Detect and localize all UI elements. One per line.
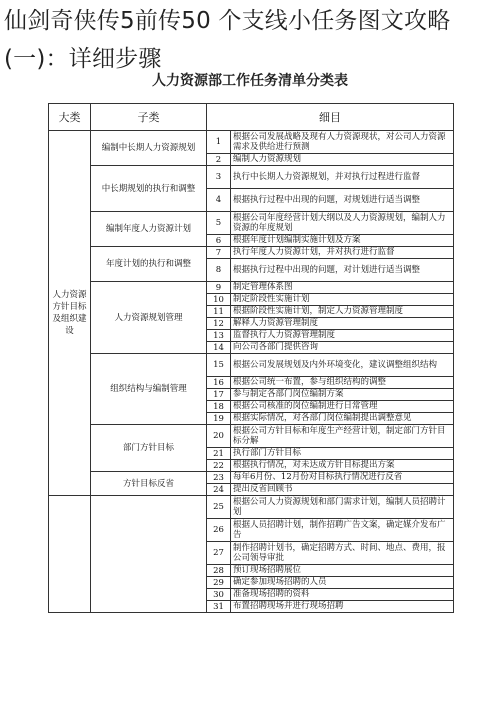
row-detail: 根据公司发展战略及现有人力资源现状，对公司人力资源需求及供给进行预测 xyxy=(231,131,454,154)
row-detail: 参与制定各部门岗位编制方案 xyxy=(231,389,454,401)
table-row xyxy=(49,166,454,189)
row-number: 31 xyxy=(207,601,231,613)
row-detail: 监督执行人力资源管理制度 xyxy=(231,330,454,342)
table-row xyxy=(49,425,454,448)
row-number: 18 xyxy=(207,401,231,413)
task-classification-table xyxy=(48,103,454,613)
row-detail: 根据执行过程中出现的问题，对计划进行适当调整 xyxy=(231,259,454,282)
row-detail: 根据执行情况，对未达成方针目标提出方案 xyxy=(231,460,454,472)
subcategory-cell: 部门方针目标 xyxy=(91,425,207,472)
row-number: 29 xyxy=(207,577,231,589)
subcategory-cell: 人力资源规划管理 xyxy=(91,282,207,354)
row-detail: 根据人员招聘计划，制作招聘广告文案，确定媒介发布广告 xyxy=(231,519,454,542)
column-header-detail: 细目 xyxy=(207,104,454,131)
row-detail: 执行中长期人力资源规划，并对执行过程进行监督 xyxy=(231,166,454,189)
row-detail: 根据阶段性实施计划，制定人力资源管理制度 xyxy=(231,306,454,318)
column-header-subcategory: 子类 xyxy=(91,104,207,131)
row-number: 17 xyxy=(207,389,231,401)
row-detail: 执行部门方针目标 xyxy=(231,448,454,460)
row-detail: 根据执行过程中出现的问题，对规划进行适当调整 xyxy=(231,189,454,212)
row-detail: 根据公司方针目标和年度生产经营计划，制定部门方针目标分解 xyxy=(231,425,454,448)
row-number: 11 xyxy=(207,306,231,318)
table-row xyxy=(49,131,454,154)
row-number: 14 xyxy=(207,342,231,354)
row-number: 6 xyxy=(207,235,231,247)
row-number: 3 xyxy=(207,166,231,189)
row-number: 21 xyxy=(207,448,231,460)
row-number: 2 xyxy=(207,154,231,166)
row-number: 9 xyxy=(207,282,231,294)
row-detail: 根据公司发展规划及内外环境变化，建议调整组织结构 xyxy=(231,354,454,377)
table-row xyxy=(49,496,454,519)
table-row xyxy=(49,472,454,484)
subcategory-cell: 编制年度人力资源计划 xyxy=(91,212,207,247)
row-detail: 提出反省回顾书 xyxy=(231,484,454,496)
row-number: 5 xyxy=(207,212,231,235)
row-number: 25 xyxy=(207,496,231,519)
row-detail: 向公司各部门提供咨询 xyxy=(231,342,454,354)
row-detail: 制定管理体系图 xyxy=(231,282,454,294)
row-number: 26 xyxy=(207,519,231,542)
table-row xyxy=(49,212,454,235)
row-number: 8 xyxy=(207,259,231,282)
row-number: 15 xyxy=(207,354,231,377)
row-detail: 根据公司核准的岗位编制进行日常管理 xyxy=(231,401,454,413)
table-row xyxy=(49,282,454,294)
row-detail: 编制人力资源规划 xyxy=(231,154,454,166)
document-title: 人力资源部工作任务清单分类表 xyxy=(152,73,348,89)
row-detail: 每年6月份、12月份对目标执行情况进行反省 xyxy=(231,472,454,484)
row-number: 28 xyxy=(207,565,231,577)
row-number: 22 xyxy=(207,460,231,472)
table-row xyxy=(49,354,454,377)
row-detail: 预订现场招聘展位 xyxy=(231,565,454,577)
row-detail: 解释人力资源管理制度 xyxy=(231,318,454,330)
column-header-category: 大类 xyxy=(49,104,91,131)
row-detail: 根据实际情况，对各部门岗位编制提出调整意见 xyxy=(231,413,454,425)
row-detail: 执行年度人力资源计划，并对执行进行监督 xyxy=(231,247,454,259)
row-detail: 布置招聘现场并进行现场招聘 xyxy=(231,601,454,613)
row-number: 1 xyxy=(207,131,231,154)
row-detail: 制定阶段性实施计划 xyxy=(231,294,454,306)
row-detail: 根据公司统一布置，参与组织结构的调整 xyxy=(231,377,454,389)
table-row xyxy=(49,247,454,259)
row-number: 4 xyxy=(207,189,231,212)
row-detail: 根据公司人力资源规划和部门需求计划，编制人员招聘计划 xyxy=(231,496,454,519)
subcategory-cell: 编制中长期人力资源规划 xyxy=(91,131,207,166)
row-number: 10 xyxy=(207,294,231,306)
row-number: 13 xyxy=(207,330,231,342)
row-number: 20 xyxy=(207,425,231,448)
subcategory-cell: 方针目标反省 xyxy=(91,472,207,496)
row-number: 30 xyxy=(207,589,231,601)
subcategory-cell: 中长期规划的执行和调整 xyxy=(91,166,207,212)
row-number: 27 xyxy=(207,542,231,565)
row-detail: 准备现场招聘的资料 xyxy=(231,589,454,601)
row-number: 12 xyxy=(207,318,231,330)
row-number: 7 xyxy=(207,247,231,259)
row-detail: 确定参加现场招聘的人员 xyxy=(231,577,454,589)
row-detail: 根据年度计划编制实施计划及方案 xyxy=(231,235,454,247)
category-cell-empty xyxy=(49,496,91,613)
subcategory-cell: 组织结构与编制管理 xyxy=(91,354,207,425)
row-number: 23 xyxy=(207,472,231,484)
subcategory-cell-empty xyxy=(91,496,207,613)
article-headline: 仙剑奇侠传5前传50 个支线小任务图文攻略(一)：详细步骤 xyxy=(4,8,451,72)
category-cell: 人力资源方针目标及组织建设 xyxy=(49,131,91,496)
row-detail: 制作招聘计划书，确定招聘方式、时间、地点、费用，报公司领导审批 xyxy=(231,542,454,565)
subcategory-cell: 年度计划的执行和调整 xyxy=(91,247,207,282)
row-detail: 根据公司年度经营计划大纲以及人力资源规划，编制人力资源的年度规划 xyxy=(231,212,454,235)
row-number: 19 xyxy=(207,413,231,425)
header-row xyxy=(49,104,454,131)
row-number: 16 xyxy=(207,377,231,389)
row-number: 24 xyxy=(207,484,231,496)
